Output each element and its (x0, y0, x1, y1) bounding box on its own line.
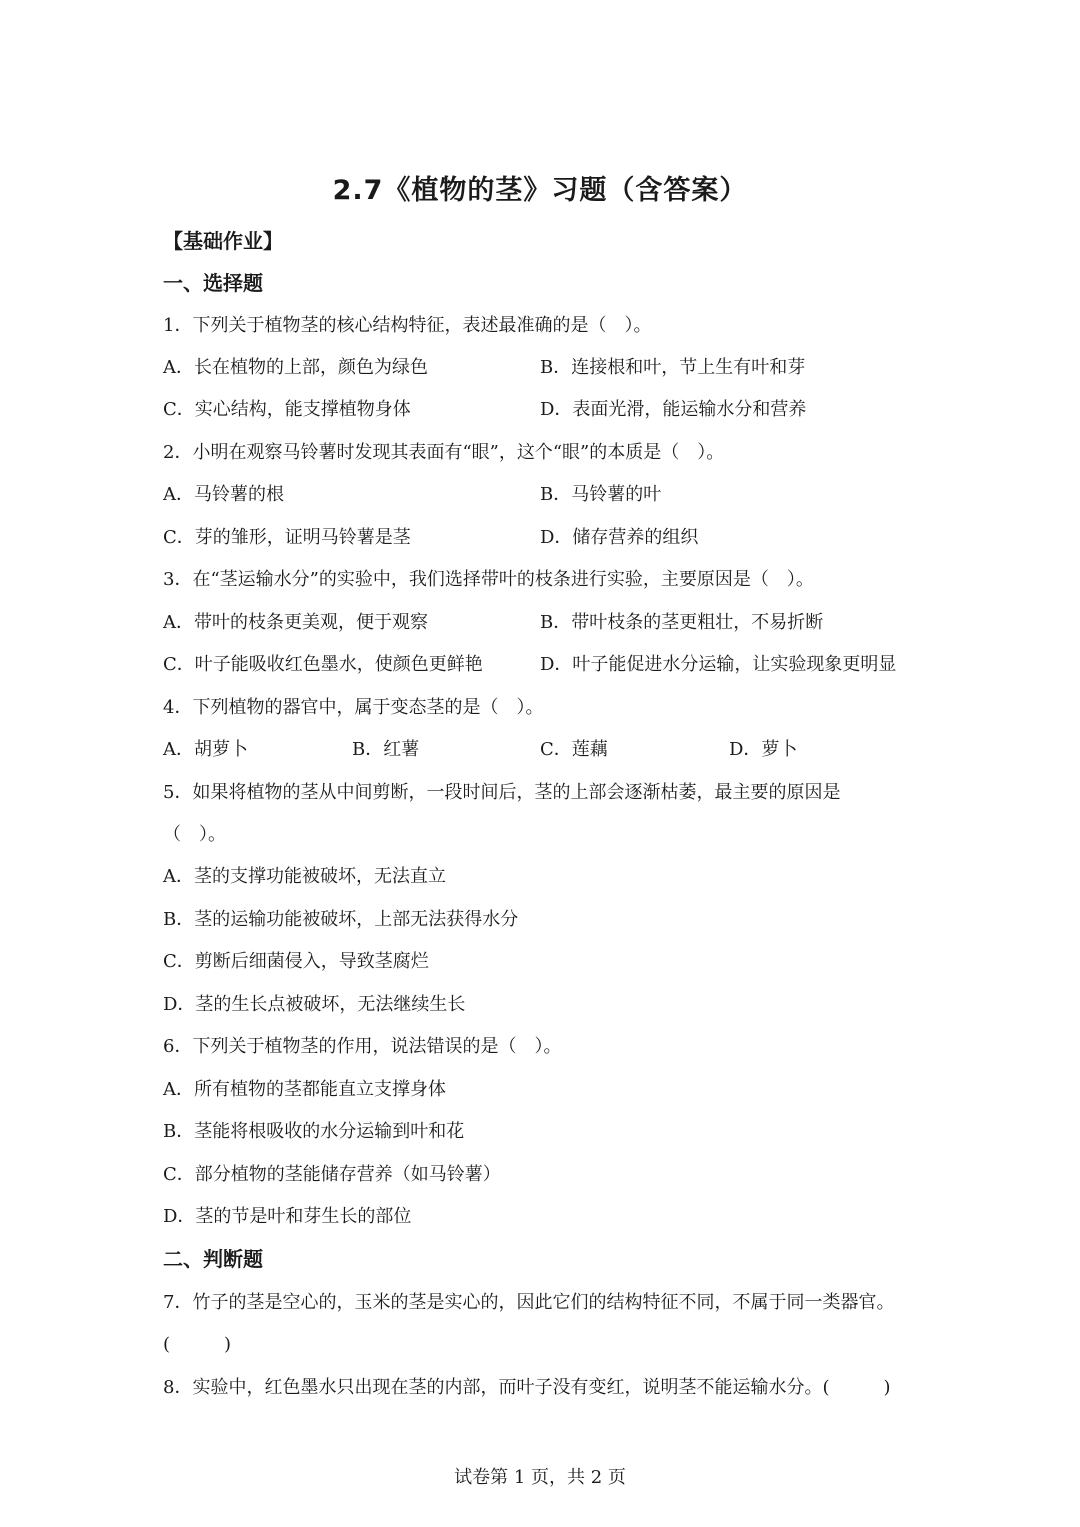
part1-heading: 一、选择题 (163, 271, 263, 295)
question-1-option-c: C．实心结构，能支撑植物身体 (163, 399, 411, 420)
question-1-option-a: A．长在植物的上部，颜色为绿色 (163, 357, 428, 378)
question-2-option-d: D．储存营养的组织 (540, 527, 699, 548)
question-5-option-b: B．茎的运输功能被破坏，上部无法获得水分 (163, 909, 519, 930)
question-6-stem: 6．下列关于植物茎的作用，说法错误的是（ ）。 (163, 1036, 562, 1057)
question-5-option-c: C．剪断后细菌侵入，导致茎腐烂 (163, 951, 429, 972)
question-5-stem: 5．如果将植物的茎从中间剪断，一段时间后，茎的上部会逐渐枯萎，最主要的原因是 (163, 782, 841, 803)
question-5-option-a: A．茎的支撑功能被破坏，无法直立 (163, 866, 446, 887)
section-basic-heading: 【基础作业】 (163, 229, 283, 253)
question-4-stem: 4．下列植物的器官中，属于变态茎的是（ ）。 (163, 697, 544, 718)
question-3-option-d: D．叶子能促进水分运输，让实验现象更明显 (540, 654, 897, 675)
question-2-option-a: A．马铃薯的根 (163, 484, 284, 505)
question-3-option-c: C．叶子能吸收红色墨水，使颜色更鲜艳 (163, 654, 483, 675)
question-6-option-b: B．茎能将根吸收的水分运输到叶和花 (163, 1121, 465, 1142)
question-6-option-a: A．所有植物的茎都能直立支撑身体 (163, 1079, 446, 1100)
question-1-option-b: B．连接根和叶，节上生有叶和芽 (540, 357, 806, 378)
part2-heading: 二、判断题 (163, 1247, 263, 1271)
question-6-option-d: D．茎的节是叶和芽生长的部位 (163, 1206, 412, 1227)
question-1-stem: 1．下列关于植物茎的核心结构特征，表述最准确的是（ ）。 (163, 315, 652, 336)
question-5-stem-continued: （ ）。 (163, 824, 226, 845)
question-2-option-b: B．马铃薯的叶 (540, 484, 662, 505)
question-2-stem: 2．小明在观察马铃薯时发现其表面有“眼”，这个“眼”的本质是（ ）。 (163, 442, 725, 463)
question-5-option-d: D．茎的生长点被破坏，无法继续生长 (163, 994, 466, 1015)
question-4-option-d: D．萝卜 (729, 739, 798, 760)
question-6-option-c: C．部分植物的茎能储存营养（如马铃薯） (163, 1164, 501, 1185)
question-3-option-b: B．带叶枝条的茎更粗壮，不易折断 (540, 612, 824, 633)
question-3-option-a: A．带叶的枝条更美观，便于观察 (163, 612, 428, 633)
question-3-stem: 3．在“茎运输水分”的实验中，我们选择带叶的枝条进行实验，主要原因是（ ）。 (163, 569, 814, 590)
page-footer: 试卷第 1 页，共 2 页 (454, 1467, 626, 1488)
question-4-option-a: A．胡萝卜 (163, 739, 248, 760)
question-7-answer-blank: ( ) (163, 1334, 232, 1355)
question-1-option-d: D．表面光滑，能运输水分和营养 (540, 399, 807, 420)
question-4-option-b: B．红薯 (352, 739, 420, 760)
question-7-stem: 7．竹子的茎是空心的，玉米的茎是实心的，因此它们的结构特征不同，不属于同一类器官。 (163, 1292, 895, 1313)
question-2-option-c: C．芽的雏形，证明马铃薯是茎 (163, 527, 411, 548)
question-4-option-c: C．莲藕 (540, 739, 608, 760)
page-title: 2.7《植物的茎》习题（含答案） (332, 175, 748, 206)
question-8-stem: 8．实验中，红色墨水只出现在茎的内部，而叶子没有变红，说明茎不能运输水分。( ) (163, 1377, 891, 1398)
